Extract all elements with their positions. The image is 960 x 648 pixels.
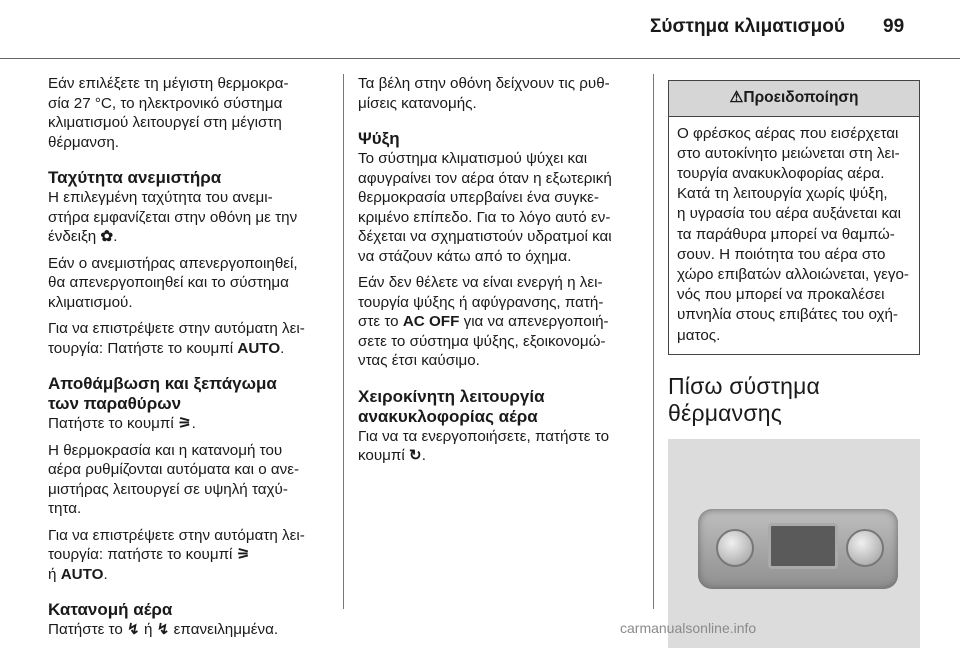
- defrost-heading: Αποθάμβωση και ξεπάγωμα των παραθύρων: [48, 374, 277, 413]
- header-rule: [0, 58, 960, 59]
- recirculation-paragraph: Για να τα ενεργοποιήσετε, πατήστε το κουμπί ↻.: [358, 427, 610, 464]
- fan-speed-heading: Ταχύτητα ανεμιστήρα: [48, 168, 222, 187]
- column-2: [358, 74, 658, 473]
- air-distribution-icon: ↯: [156, 621, 170, 638]
- control-panel: [698, 509, 898, 589]
- column-3: [668, 80, 920, 648]
- arrows-paragraph: Τα βέλη στην οθόνη δείχνουν τις ρυθ- μίσεις κατανομής.: [358, 75, 610, 112]
- rear-heating-heading: Πίσω σύστημα θέρμανσης: [668, 372, 821, 426]
- intro-paragraph: Εάν επιλέξετε τη μέγιστη θερμοκρα- σία 27 °C, το ηλεκτρονικό σύστημα κλιματισμού λειτουργεί στη μέγιστη θέρμανση.: [48, 75, 289, 151]
- defrost-auto-paragraph: Η θερμοκρασία και η κατανομή του αέρα ρυθμίζονται αυτόματα και ο ανε- μιστήρας λειτουργεί σε υψηλή ταχύ- τητα.: [48, 441, 300, 517]
- defrost-press-paragraph: Πατήστε το κουμπί ⚞.: [48, 415, 196, 432]
- auto-label: AUTO: [60, 565, 104, 583]
- warning-body: Ο φρέσκος αέρας που εισέρχεται στο αυτοκίνητο μειώνεται στη λει- τουργία ανακυκλοφορίας αέρα. Κατά τη λειτουργία χωρίς ψύξη, η υγρασία του αέρα αυξάνεται και τα παράθυρα μπορεί να θαμπώ- σουν. Η ποιότητα του αέρα στο χώρο επιβατών αλλοιώνεται, γεγο- νός που μπορεί να προκαλέσει υπνηλία στους επιβάτες του οχή- ματος.: [677, 124, 909, 344]
- air-distribution-icon: ↯: [127, 621, 140, 638]
- defrost-return-paragraph: Για να επιστρέψετε στην αυτόματη λει- τουργία: πατήστε το κουμπί ⚞ ή AUTO.: [48, 526, 305, 583]
- recirculation-icon: ↻: [409, 447, 422, 464]
- fan-auto-paragraph: Για να επιστρέψετε στην αυτόματη λει- τουργία: Πατήστε το κουμπί AUTO.: [48, 320, 305, 357]
- page-header-title: Σύστημα κλιματισμού: [650, 16, 845, 37]
- warning-box: [668, 80, 920, 355]
- auto-label: AUTO: [237, 339, 281, 357]
- display-panel: [768, 523, 838, 569]
- windscreen-defrost-icon: ⚞: [178, 415, 192, 432]
- warning-icon: ⚠: [729, 89, 744, 106]
- page-number: 99: [883, 16, 905, 37]
- air-distribution-heading: Κατανομή αέρα: [48, 600, 173, 619]
- cooling-heading: Ψύξη: [358, 129, 400, 148]
- watermark: carmanualsonline.info: [620, 620, 757, 636]
- warning-header: ⚠Προειδοποίηση: [669, 81, 919, 117]
- fan-icon: ✿: [100, 228, 114, 245]
- recirculation-heading: Χειροκίνητη λειτουργία ανακυκλοφορίας αέρα: [358, 386, 545, 426]
- cooling-paragraph: Το σύστημα κλιματισμού ψύχει και αφυγραίνει τον αέρα όταν η εξωτερική θερμοκρασία υπερβαίνει ένα συγκε- κριμένο επίπεδο. Για το λόγο αυτό εν- δέχεται να σχηματιστούν υδρατμοί και να στάζουν κάτω από το όχημα.: [358, 150, 612, 265]
- column-1: [48, 74, 346, 647]
- air-distribution-paragraph: Πατήστε το ↯ ή ↯ επανειλημμένα.: [48, 621, 279, 638]
- knob: [846, 529, 884, 567]
- knob: [716, 529, 754, 567]
- fan-speed-paragraph: Η επιλεγμένη ταχύτητα του ανεμι- στήρα εμφανίζεται στην οθόνη με την ένδειξη ✿.: [48, 189, 298, 245]
- ac-off-paragraph: Εάν δεν θέλετε να είναι ενεργή η λει- τουργία ψύξης ή αφύγρανσης, πατή- στε το AC OFF για να απενεργοποιή- σετε το σύστημα ψύξης, εξοικονομώ- ντας έτσι καύσιμο.: [358, 274, 609, 369]
- rear-heater-control-photo: [668, 439, 920, 648]
- windscreen-defrost-icon: ⚞: [236, 546, 251, 563]
- fan-off-paragraph: Εάν ο ανεμιστήρας απενεργοποιηθεί, θα απενεργοποιηθεί και το σύστημα κλιματισμού.: [48, 254, 298, 311]
- ac-off-label: AC OFF: [402, 313, 460, 330]
